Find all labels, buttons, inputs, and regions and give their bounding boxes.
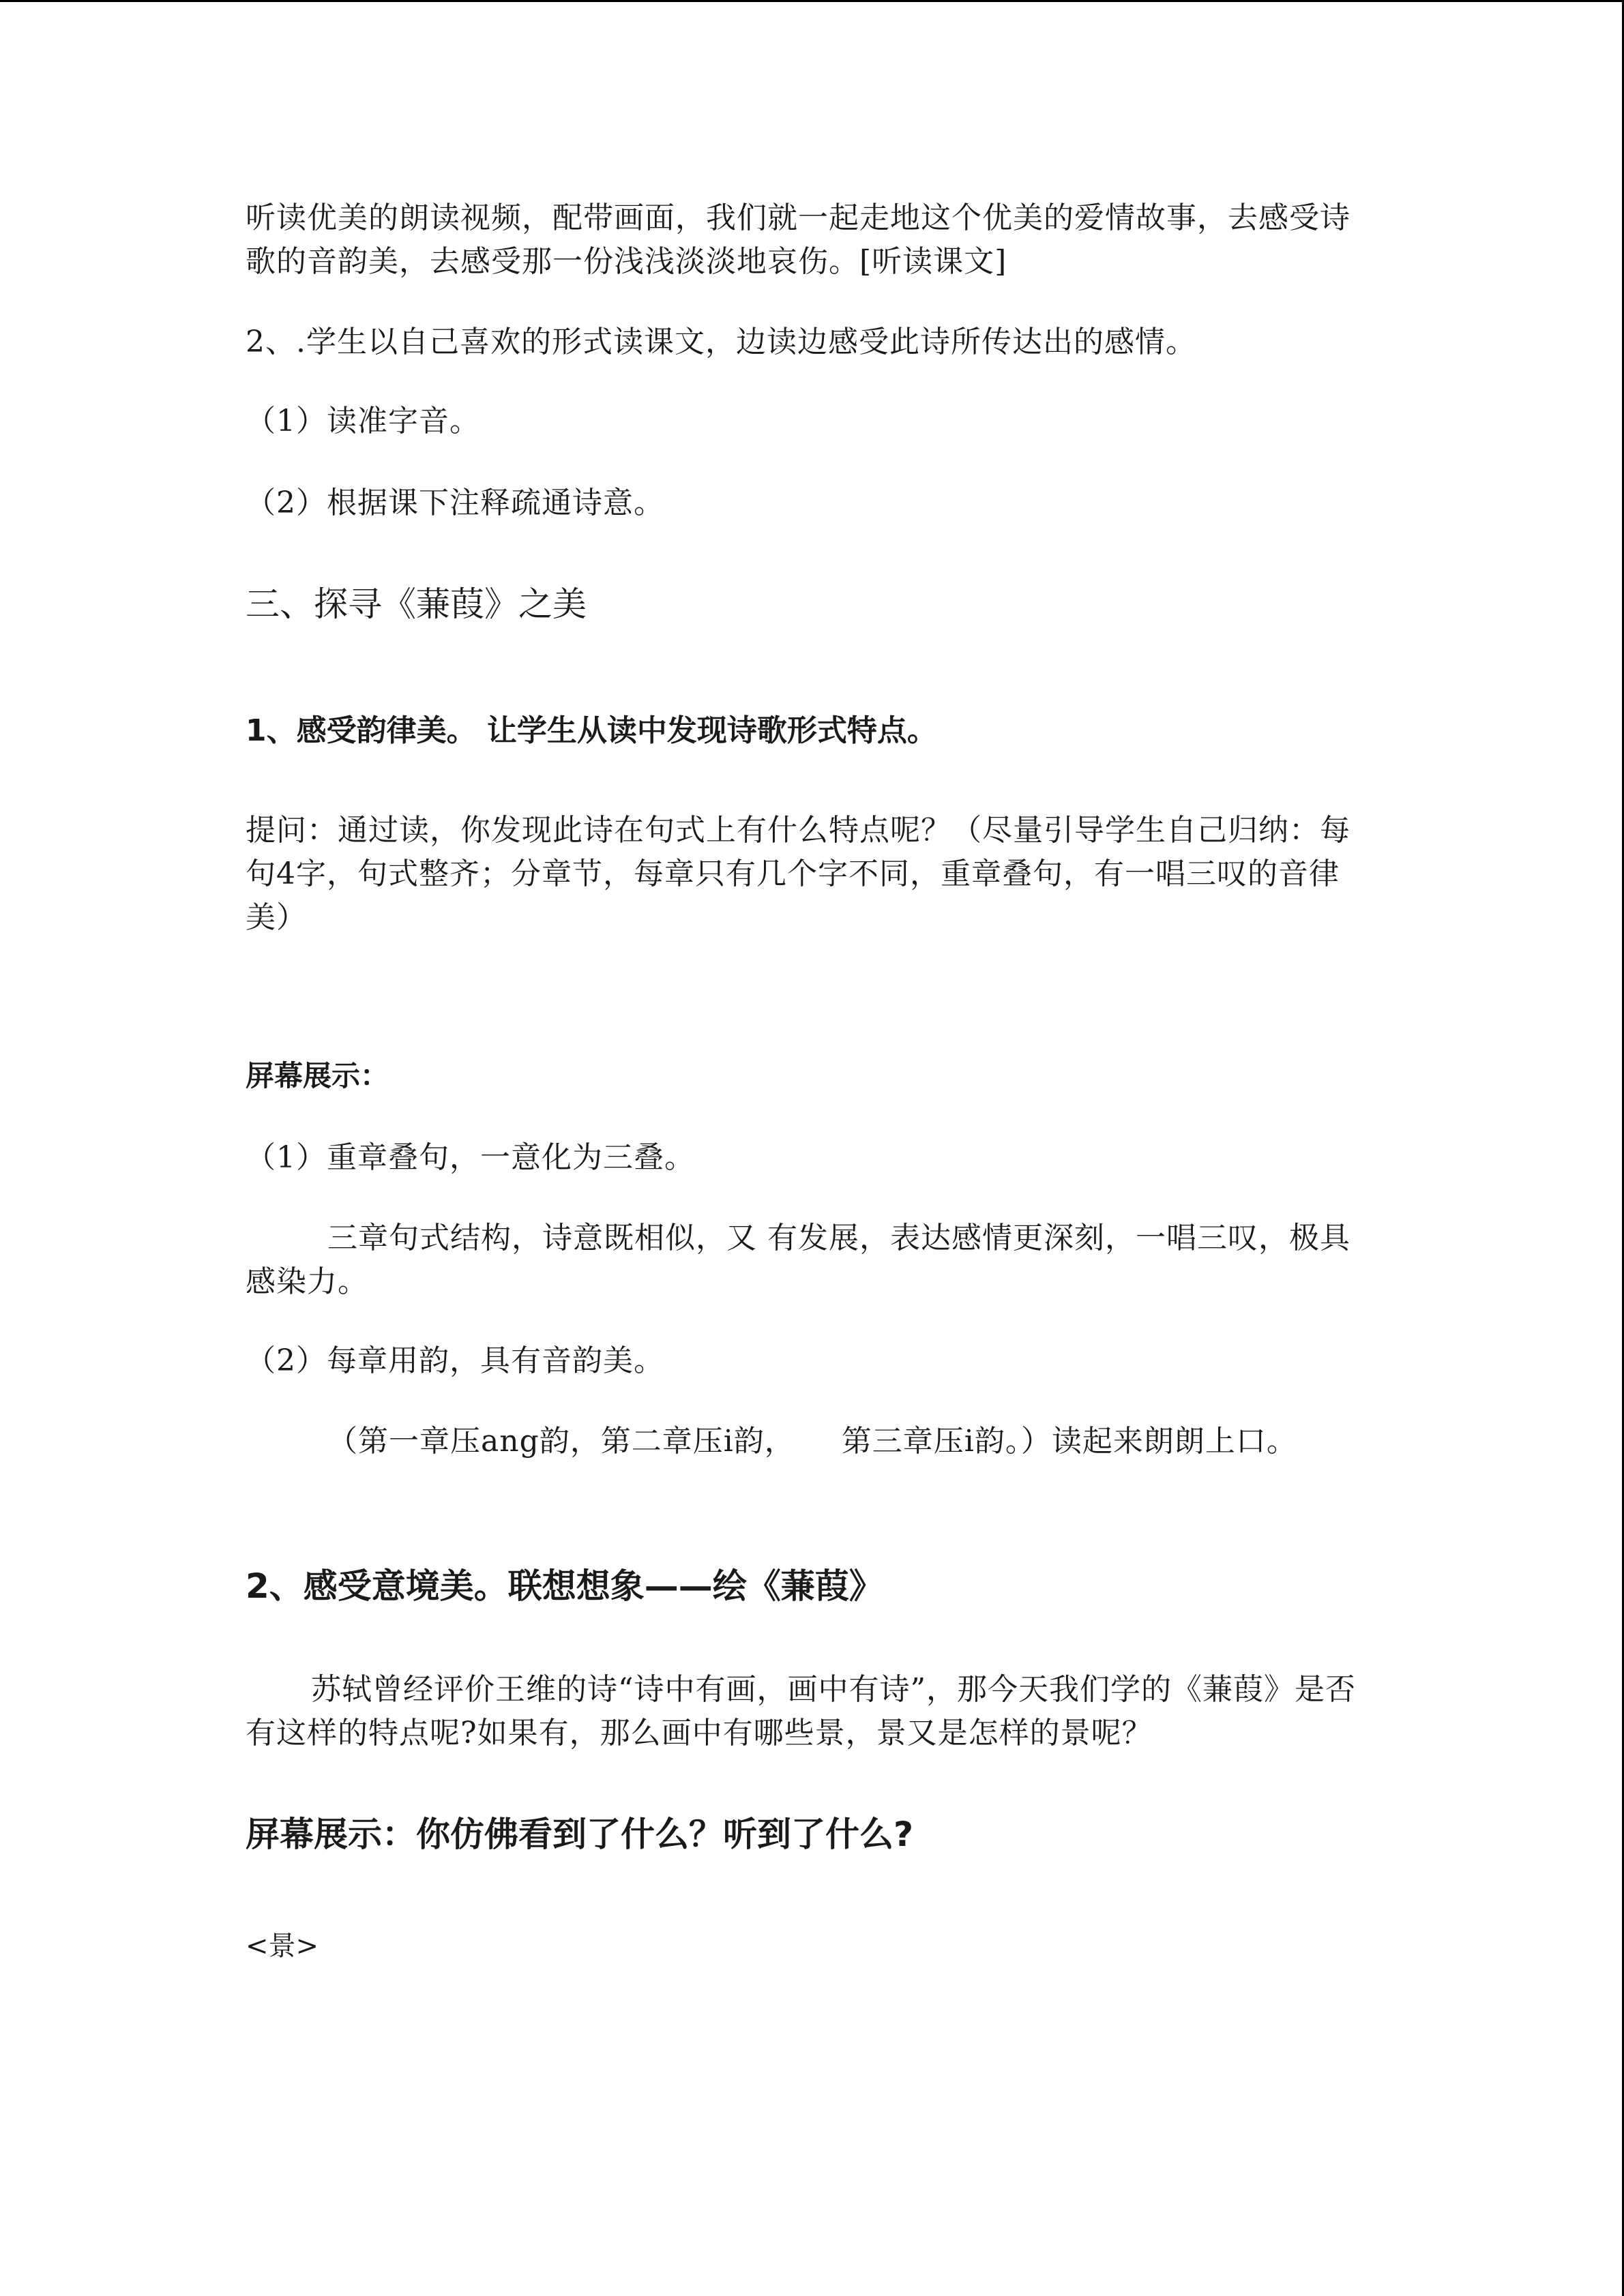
sushi-paragraph: 苏轼曾经评价王维的诗“诗中有画，画中有诗”，那今天我们学的《蒹葭》是否有这样的特点呢?如果有，那么画中有哪些景，景又是怎样的景呢？ <box>246 1672 1356 1750</box>
sub-item-1: （1）读准字音。 <box>246 404 480 438</box>
point-2-detail: （第一章压ang韵，第二章压i韵， 第三章压i韵。）读起来朗朗上口。 <box>327 1424 1297 1459</box>
mood-heading: 2、感受意境美。联想想象——绘《蒹葭》 <box>246 1566 883 1606</box>
sub-item-2: （2）根据课下注释疏通诗意。 <box>246 486 664 520</box>
page-border-top <box>0 0 1624 2</box>
scene-label: <景> <box>246 1930 319 1962</box>
question-paragraph: 提问：通过读，你发现此诗在句式上有什么特点呢？（尽量引导学生自己归纳：每句4字，句式整齐；分章节，每章只有几个字不同，重章叠句，有一唱三叹的音律美） <box>246 813 1350 935</box>
intro-paragraph: 听读优美的朗读视频，配带画面，我们就一起走地这个优美的爱情故事，去感受诗歌的音韵美，去感受那一份浅浅淡淡地哀伤。[听读课文] <box>246 200 1350 279</box>
step2-paragraph: 2、.学生以自己喜欢的形式读课文，边读边感受此诗所传达出的感情。 <box>246 325 1196 359</box>
point-2: （2）每章用韵，具有音韵美。 <box>246 1343 664 1378</box>
point-1: （1）重章叠句，一意化为三叠。 <box>246 1140 695 1175</box>
screen-display-question: 屏幕展示：你仿佛看到了什么？听到了什么? <box>246 1815 914 1854</box>
rhythm-heading: 1、感受韵律美。 让学生从读中发现诗歌形式特点。 <box>246 713 937 748</box>
screen-display-label: 屏幕展示： <box>246 1059 389 1092</box>
point-1-detail: 三章句式结构，诗意既相似，又 有发展，表达感情更深刻，一唱三叹，极具感染力。 <box>246 1221 1350 1299</box>
section-3-heading: 三、探寻《蒹葭》之美 <box>246 584 587 624</box>
